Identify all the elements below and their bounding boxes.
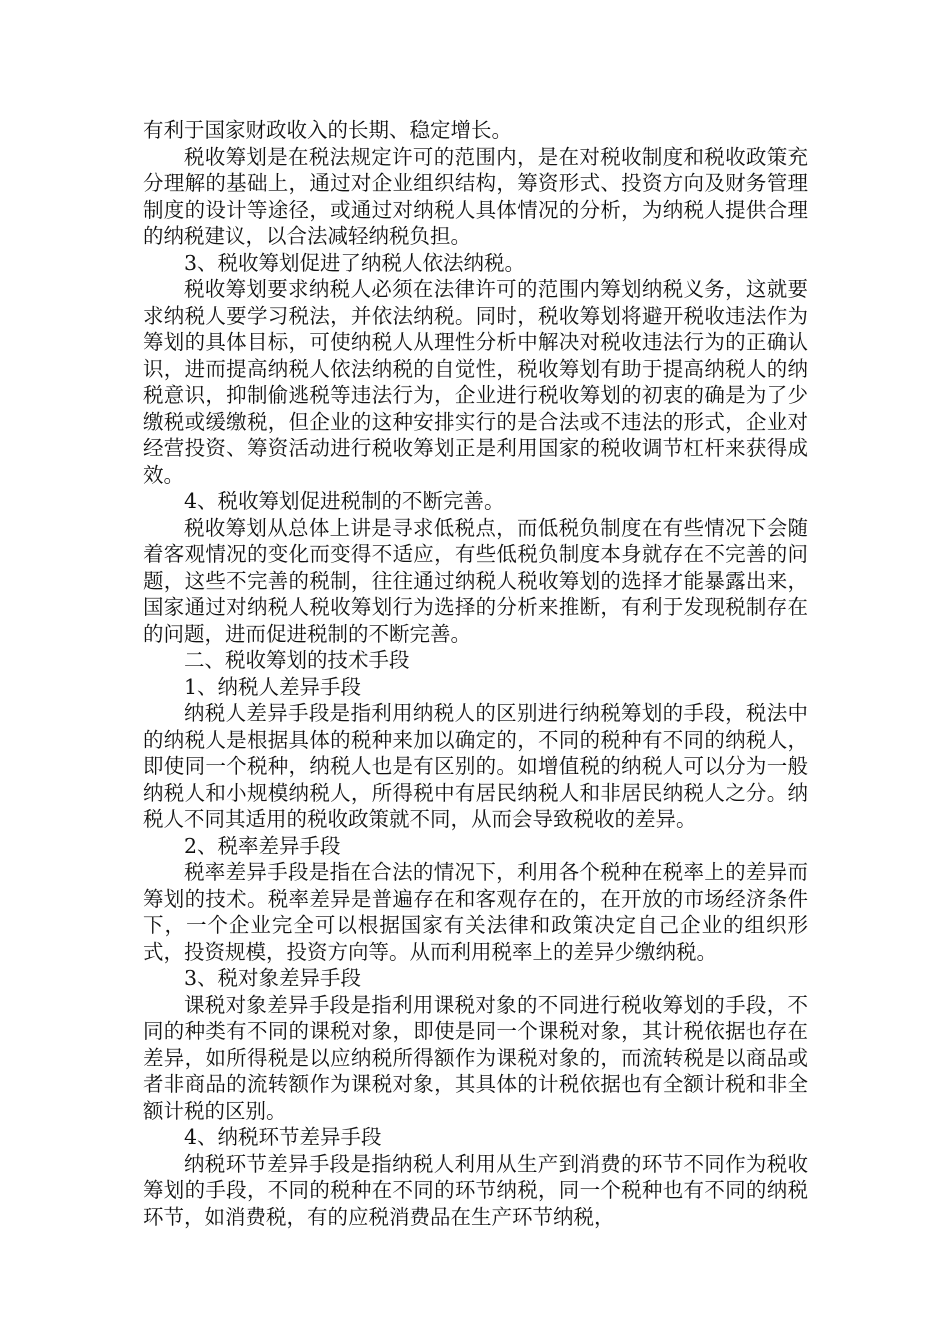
paragraph-taxpayer-difference: 纳税人差异手段是指利用纳税人的区别进行纳税筹划的手段，税法中的纳税人是根据具体的税种来加以确定的，不同的税种有不同的纳税人，即使同一个税种，纳税人也是有区别的。如增值税的纳税人可以分为一般纳税人和小规模纳税人，所得税中有居民纳税人和非居民纳税人之分。纳税人不同其适用的税收政策就不同，从而会导致税收的差异。 (143, 701, 808, 831)
section-heading-object-difference: 3、税对象差异手段 (184, 966, 362, 990)
paragraph-stage-difference: 纳税环节差异手段是指纳税人利用从生产到消费的环节不同作为税收筹划的手段，不同的税种在不同的环节纳税，同一个税种也有不同的纳税环节，如消费税，有的应税消费品在生产环节纳税， (143, 1151, 808, 1229)
section-heading-stage-difference: 4、纳税环节差异手段 (184, 1125, 382, 1149)
paragraph-intro-continuation: 有利于国家财政收入的长期、稳定增长。 (143, 118, 512, 142)
section-heading-4-tax-system: 4、税收筹划促进税制的不断完善。 (184, 489, 505, 513)
paragraph-lawful-tax: 税收筹划要求纳税人必须在法律许可的范围内筹划纳税义务，这就要求纳税人要学习税法，并依法纳税。同时，税收筹划将避开税收违法作为筹划的具体目标，可使纳税人从理性分析中解决对税收违法行为的正确认识，进而提高纳税人依法纳税的自觉性，税收筹划有助于提高纳税人的纳税意识，抑制偷逃税等违法行为，企业进行税收筹划的初衷的确是为了少缴税或缓缴税，但企业的这种安排实行的是合法或不违法的形式，企业对经营投资、筹资活动进行税收筹划正是利用国家的税收调节杠杆来获得成效。 (143, 277, 808, 487)
section-heading-rate-difference: 2、税率差异手段 (184, 833, 341, 858)
paragraph-tax-system: 税收筹划从总体上讲是寻求低税点，而低税负制度在有些情况下会随着客观情况的变化而变得不适应，有些低税负制度本身就存在不完善的问题，这些不完善的税制，往往通过纳税人税收筹划的选择才能暴露出来，国家通过对纳税人税收筹划行为选择的分析来推断，有利于发现税制存在的问题，进而促进税制的不断完善。 (143, 515, 808, 646)
document-page (143, 117, 808, 1230)
paragraph-rate-difference: 税率差异手段是指在合法的情况下，利用各个税种在税率上的差异而筹划的技术。税率差异是普遍存在和客观存在的，在开放的市场经济条件下，一个企业完全可以根据国家有关法律和政策决定自己企业的组织形式，投资规模，投资方向等。从而利用税率上的差异少缴纳税。 (143, 860, 808, 964)
section-heading-3-lawful-tax: 3、税收筹划促进了纳税人依法纳税。 (184, 250, 526, 275)
section-heading-taxpayer-difference: 1、纳税人差异手段 (184, 674, 362, 699)
chapter-heading-techniques: 二、税收筹划的技术手段 (184, 648, 410, 672)
paragraph-tax-planning-definition: 税收筹划是在税法规定许可的范围内，是在对税收制度和税收政策充分理解的基础上，通过对企业组织结构，筹资形式、投资方向及财务管理制度的设计等途径，或通过对纳税人具体情况的分析，为纳税人提供合理的纳税建议，以合法减轻纳税负担。 (143, 144, 808, 248)
paragraph-object-difference: 课税对象差异手段是指利用课税对象的不同进行税收筹划的手段，不同的种类有不同的课税对象，即使是同一个课税对象，其计税依据也存在差异，如所得税是以应纳税所得额作为课税对象的，而流转税是以商品或者非商品的流转额作为课税对象，其具体的计税依据也有全额计税和非全额计税的区别。 (143, 992, 808, 1123)
